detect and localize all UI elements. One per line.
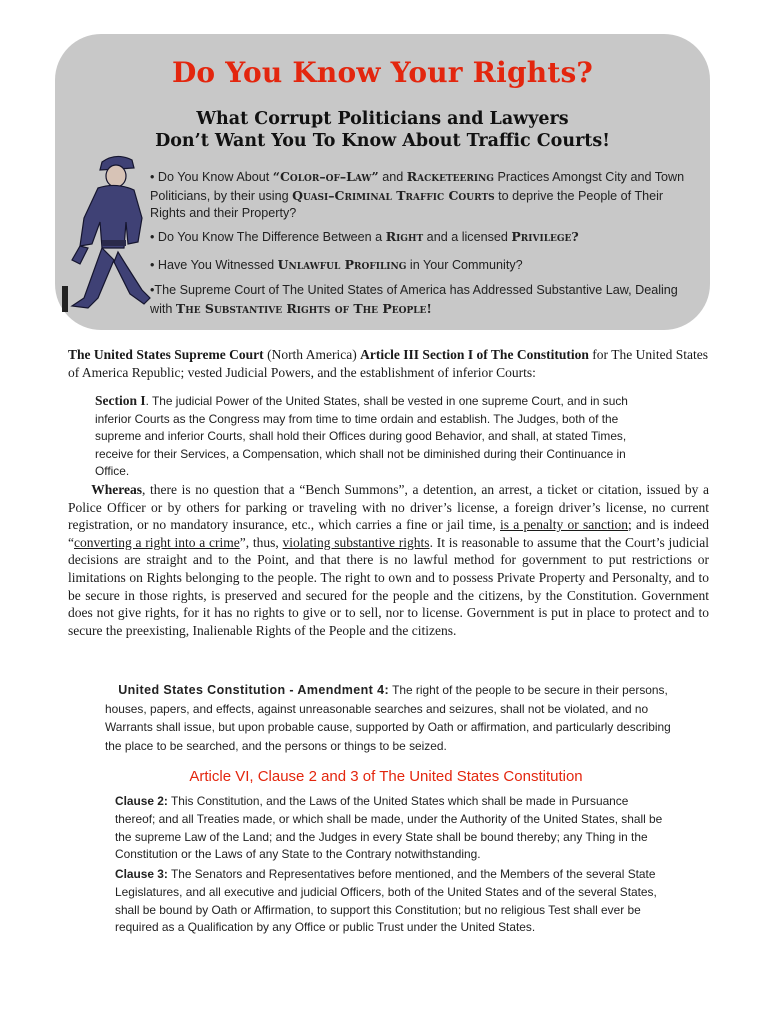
intro-paragraph: The United States Supreme Court (North America) Article III Section I of The Constitution for The United States of America Republic; vested Judicial Powers, and the establishment of inferior Courts: xyxy=(68,347,709,380)
clause-2-quote: Clause 2: This Constitution, and the Laws of the United States which shall be made in Pursuance thereof; and all Treaties made, or which shall be made, under the Authority of the United States, shall be the supreme Law of the Land; and the Judges in every State shall be bound thereby; any Thing in the Constitution or the Laws of any State to the Contrary notwithstanding. xyxy=(115,794,663,862)
subtitle-line-1: What Corrupt Politicians and Lawyers xyxy=(196,109,569,129)
section-1-quote: Section I. The judicial Power of the United States, shall be vested in one supreme Court, and in such inferior Courts as the Congress may from time to time ordain and establish. The Judges, both of the supreme and inferior Courts, shall hold their Offices during good Behavior, and shall, at stated Times, receive for their Services, a Compensation, which shall not be diminished during their Continuance in Office. xyxy=(95,393,628,478)
whereas-paragraph: Whereas, there is no question that a “Bench Summons”, a detention, an arrest, a ticket or citation, issued by a Police Officer or by others for parking or traveling with no driver’s license, a foreign driver’s license, no current registration, or no mandatory insurance, etc., which carries a fine or jail time, is a penalty or sanction; and is indeed “converting a right into a crime”, thus, violating substantive rights. It is reasonable to assume that the Court’s judicial decisions are straight and to the Point, and that there is no lawful method for government to put restrictions or limitations on Rights belonging to the people. The right to own and to possess Private Property and Personalty, and to be secure in those rights, is preserved and secured for the people and the citizens, by the Constitution. Government does not give rights, for it has no rights to give or to sell, nor to license. Government is put in place to protect and to secure the preexisting, Inalienable Rights of the People and the citizens. xyxy=(68,482,709,638)
belt-shape xyxy=(102,240,126,246)
bullet-color-of-law: • Do You Know About “Color–of–Law” and Racketeering Practices Amongst City and Town Politicians, by their using Quasi–Criminal Traffic Courts to deprive the People of Their Rights and their Property? xyxy=(150,169,685,220)
article-6-heading: Article VI, Clause 2 and 3 of The United States Constitution xyxy=(189,768,583,785)
bullet-right-vs-privilege: • Do You Know The Difference Between a Right and a licensed Privilege? xyxy=(150,229,579,244)
subtitle-line-2: Don’t Want You To Know About Traffic Courts! xyxy=(155,131,610,151)
police-officer-illustration xyxy=(58,148,158,320)
amendment-4-quote: United States Constitution - Amendment 4: The right of the people to be secure in their persons, houses, papers, and effects, against unreasonable searches and seizures, shall not be violated, and no Warrants shall issue, but upon probable cause, supported by Oath or affirmation, and particularly describing the place to be searched, and the persons or things to be seized. xyxy=(105,683,671,753)
bullet-unlawful-profiling: • Have You Witnessed Unlawful Profiling in Your Community? xyxy=(150,257,523,272)
clause-3-quote: Clause 3: The Senators and Representatives before mentioned, and the Members of the several State Legislatures, and all executive and judicial Officers, both of the United States and of the several States, shall be bound by Oath or Affirmation, to support this Constitution; but no religious Test shall ever be required as a Qualification by any Office or public Trust under the United States. xyxy=(115,867,657,935)
post-shape xyxy=(62,286,68,312)
page-title: Do You Know Your Rights? xyxy=(171,56,594,89)
page-subtitle xyxy=(55,108,710,152)
bullet-supreme-court: •The Supreme Court of The United States of America has Addressed Substantive Law, Dealing with The Substantive Rights of The People! xyxy=(150,283,678,316)
